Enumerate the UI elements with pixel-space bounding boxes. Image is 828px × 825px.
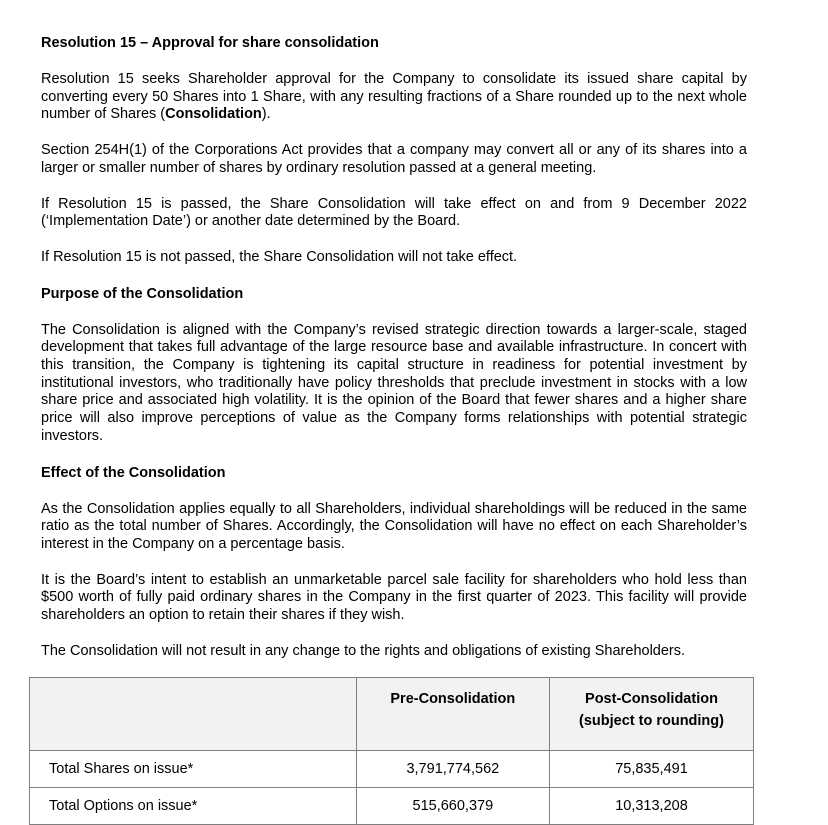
paragraph-if-passed: If Resolution 15 is passed, the Share Consolidation will take effect on and from 9 December 2022 (‘Implementation Date’) or another date determined by the Board. (41, 195, 747, 230)
row-label: Total Shares on issue* (30, 751, 357, 788)
section-heading: Resolution 15 – Approval for share consolidation (41, 35, 379, 51)
table-header-pre: Pre-Consolidation (356, 678, 549, 751)
post-value: 75,835,491 (549, 751, 753, 788)
defined-term: Consolidation (165, 106, 262, 123)
row-label: Total Options on issue* (30, 788, 357, 825)
effect-heading: Effect of the Consolidation (41, 464, 226, 481)
table-row (30, 751, 754, 788)
paragraph-purpose: The Consolidation is aligned with the Company’s revised strategic direction towards a larger-scale, staged development that takes full advantage of the large resource base and available infrastructure. In concert with this transition, the Company is tightening its capital structure in readiness for potential investment by institutional investors, who traditionally have policy thresholds that preclude investment in stocks with a low share price and associated high volatility. It is the opinion of the Board that fewer shares and a higher share price will also improve perceptions of value as the Company forms relationships with potential strategic investors. (41, 321, 747, 444)
paragraph-effect-ratio: As the Consolidation applies equally to all Shareholders, individual shareholdings will be reduced in the same ratio as the total number of Shares. Accordingly, the Consolidation will have no effect on each Shareholder’s interest in the Company on a percentage basis. (41, 500, 747, 552)
paragraph-consolidation-intro (41, 71, 747, 124)
pre-value: 515,660,379 (356, 788, 549, 825)
paragraph-unmarketable-parcel: It is the Board’s intent to establish an unmarketable parcel sale facility for shareholders who hold less than $500 worth of fully paid ordinary shares in the Company in the first quarter of 2023. This facility will provide shareholders an option to retain their shares if they wish. (41, 571, 747, 624)
paragraph-text: ). (261, 106, 271, 123)
paragraph-corporations-act: Section 254H(1) of the Corporations Act provides that a company may convert all or any of its shares into a larger or smaller number of shares by ordinary resolution passed at a general meeting. (41, 142, 747, 176)
pre-value: 3,791,774,562 (356, 751, 549, 788)
table-header-post: Post-Consolidation (subject to rounding) (549, 678, 753, 751)
paragraph-rights: The Consolidation will not result in any change to the rights and obligations of existing Shareholders. (41, 642, 686, 659)
paragraph-if-not-passed: If Resolution 15 is not passed, the Share Consolidation will not take effect. (41, 248, 518, 265)
purpose-heading: Purpose of the Consolidation (41, 285, 244, 302)
document-body (41, 34, 747, 660)
table-row (30, 788, 754, 825)
table-header-blank (30, 678, 357, 751)
paragraph-text: Resolution 15 seeks Shareholder approval for the Company to consolidate its issued share capital by converting every 50 Shares into 1 Share, with any resulting fractions of a Share rounded up to the next whole number of Shares ( (41, 71, 747, 123)
post-value: 10,313,208 (549, 788, 753, 825)
consolidation-table (29, 677, 754, 825)
table-header-row (30, 678, 754, 751)
